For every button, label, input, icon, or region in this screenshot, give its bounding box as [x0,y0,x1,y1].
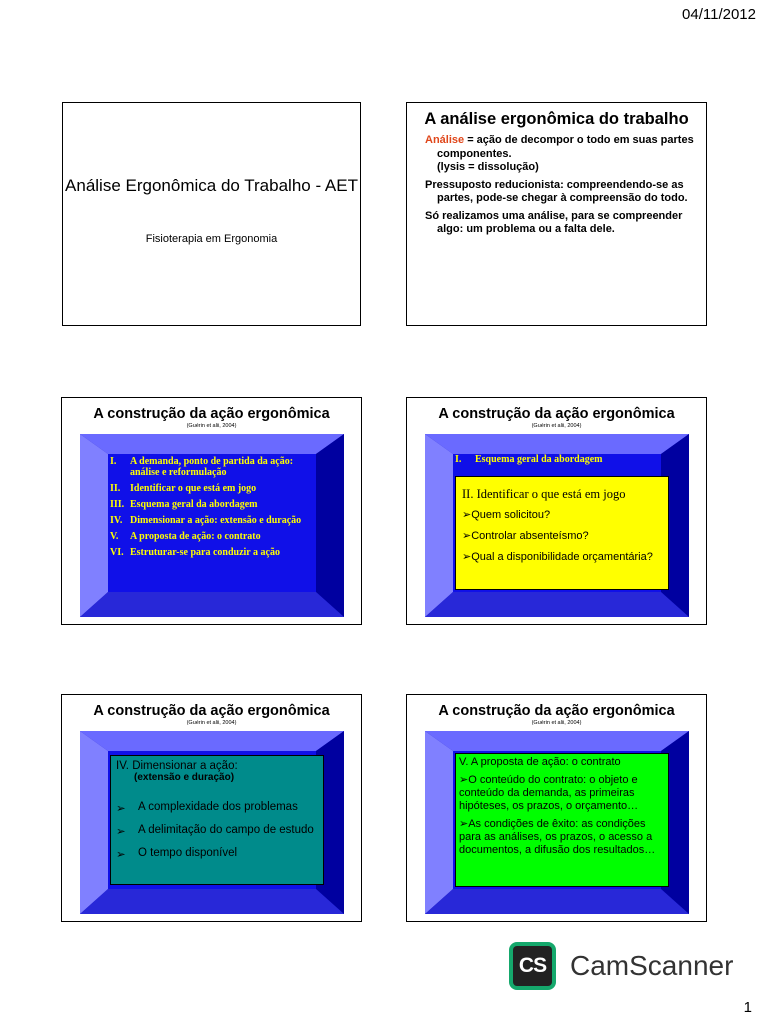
header-item: I. Esquema geral da abordagem [455,454,603,465]
page-date: 04/11/2012 [682,6,756,23]
slide-3-citation: (Guérin et alii, 2004) [186,423,237,429]
list-item: IV. Dimensionar a ação: extensão e duração [110,515,302,526]
green-box [455,753,669,887]
list-item: ➢Qual a disponibilidade orçamentária? [462,551,653,563]
list-item: ➢ A delimitação do campo de estudo [116,824,314,838]
box-title: II. Identificar o que está em jogo [462,487,626,501]
slide-4-citation: (Guérin et alii, 2004) [531,423,582,429]
definition-text: = ação de decompor o todo em suas partes componentes. [437,134,694,160]
term-analise: Análise [425,134,465,146]
slide-6-citation: (Guérin et alii, 2004) [531,720,582,726]
slide-6-heading: A construção da ação ergonômica [438,703,675,719]
slide-2-heading: A análise ergonômica do trabalho [424,110,689,128]
list-item: III. Esquema geral da abordagem [110,499,258,510]
list-item: ➢Quem solicitou? [462,509,551,521]
slide-5-citation: (Guérin et alii, 2004) [186,720,237,726]
blue-frame [80,731,344,914]
list-item: V. A proposta de ação: o contrato [110,531,261,542]
yellow-box [455,476,669,590]
slide-3-list [61,397,362,625]
slide-3-heading: A construção da ação ergonômica [93,406,330,422]
slide-5-dimensionar [61,694,362,922]
slide-2-paragraph-2: Pressuposto reducionista: compreendendo-se as partes, pode-se chegar à compreensão do todo. [425,178,688,204]
camscanner-logo-icon: CS [509,942,556,990]
list-item: ➢O conteúdo do contrato: o objeto e conteúdo da demanda, as primeiras hipóteses, os prazos, o orçamento… [459,774,639,812]
slide-1-title [62,102,361,326]
blue-frame [425,731,689,914]
list-item: ➢As condições de êxito: as condições para as análises, os prazos, o acesso a documentos, a difusão dos resultados… [459,818,656,856]
list-item: VI. Estruturar-se para conduzir a ação [110,547,280,558]
list-item: ➢ A complexidade dos problemas [116,801,298,815]
slide-4-jogo [406,397,707,625]
list-item: ➢Controlar absenteísmo? [462,530,589,542]
list-item: II. Identificar o que está em jogo [110,483,257,494]
slide-4-heading: A construção da ação ergonômica [438,406,675,422]
slide-2-definition [425,134,696,175]
box-subtitle: (extensão e duração) [134,772,235,783]
teal-box [110,755,324,885]
lysis-text: (lysis = dissolução) [437,161,539,173]
blue-frame [80,434,344,617]
list-item: ➢ O tempo disponível [116,847,238,861]
slide-5-heading: A construção da ação ergonômica [93,703,330,719]
item-list [110,456,314,588]
slide-1-heading: Análise Ergonômica do Trabalho - AET [65,176,358,195]
slide-2-paragraph-3: Só realizamos uma análise, para se compreender algo: um problema ou a falta dele. [425,209,683,235]
slide-2-analise [406,102,707,326]
page-number: 1 [743,999,752,1016]
slide-1-subtitle: Fisioterapia em Ergonomia [145,233,278,245]
box-title: V. A proposta de ação: o contrato [459,756,621,768]
camscanner-brand: CamScanner [570,950,734,981]
list-item: I. A demanda, ponto de partida da ação: análise e reformulação [110,456,294,478]
blue-frame [425,434,689,617]
box-title: IV. Dimensionar a ação: [116,760,238,772]
slide-6-contrato [406,694,707,922]
